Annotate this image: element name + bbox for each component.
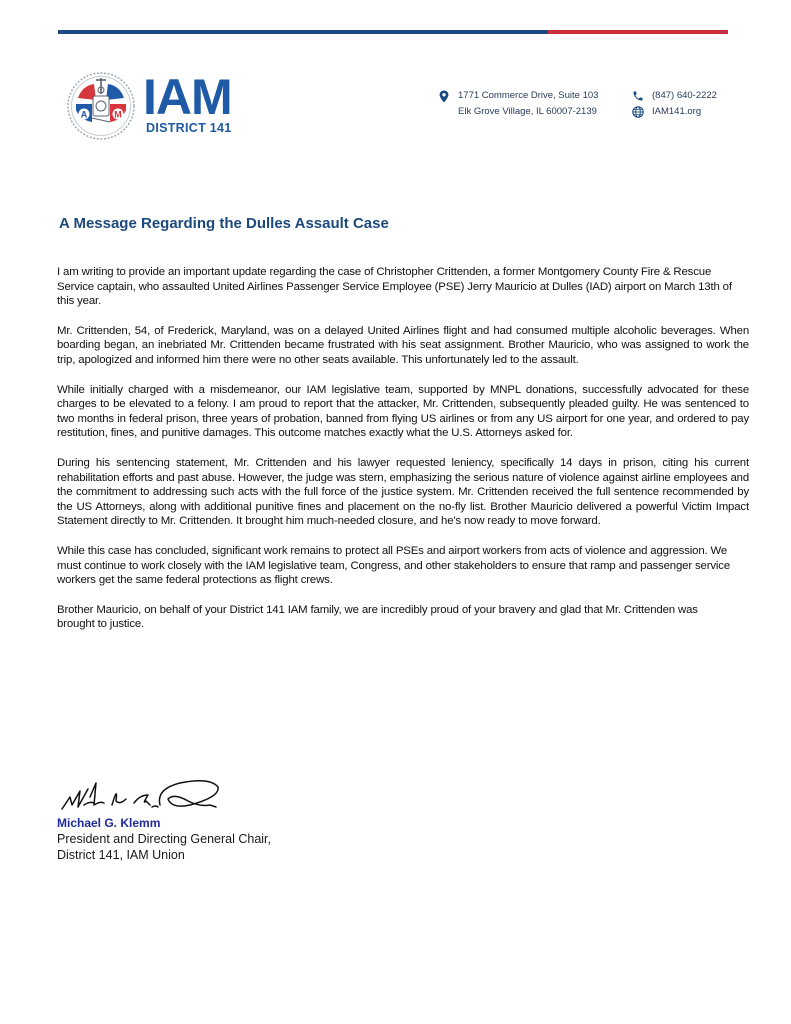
contact-phone-web	[631, 88, 717, 120]
document-title: A Message Regarding the Dulles Assault Case	[59, 215, 389, 232]
wordmark-district: DISTRICT 141	[146, 121, 232, 135]
signer-title-line-1: President and Directing General Chair,	[57, 832, 272, 846]
handwritten-signature	[60, 775, 230, 820]
wordmark-iam: IAM	[143, 69, 232, 125]
paragraph-ongoing-work: While this case has concluded, significant work remains to protect all PSEs and airport workers from acts of violence and aggression. We must continue to work closely with the IAM legislative team, Congress, and other stakeholders to ensure that ramp and passenger service workers get the same federal protections as flight crews.	[57, 544, 731, 587]
map-pin-icon	[437, 89, 451, 103]
contact-address	[437, 88, 598, 120]
signer-name: Michael G. Klemm	[57, 816, 161, 830]
address-line-2: Elk Grove Village, IL 60007-2139	[458, 106, 597, 117]
website-link[interactable]: IAM141.org	[652, 106, 702, 117]
gear-seal-icon	[62, 70, 140, 142]
iam-wordmark	[143, 69, 253, 135]
paragraph-closing: Brother Mauricio, on behalf of your District 141 IAM family, we are incredibly proud of your bravery and glad that Mr. Crittenden was brought to justice.	[57, 603, 698, 631]
seal-letter-m: M	[114, 109, 122, 120]
phone-number[interactable]: (847) 640-2222	[652, 90, 717, 101]
paragraph-incident: Mr. Crittenden, 54, of Frederick, Maryland, was on a delayed United Airlines flight and had consumed multiple alcoholic beverages. When boarding began, an inebriated Mr. Crittenden became frustrated with his seat assignment. Brother Mauricio, who was assigned to work the trip, apologized and informed him there were no other seats available. This unfortunately led to the assault.	[57, 324, 749, 366]
header-rule-blue	[58, 30, 548, 34]
paragraph-intro: I am writing to provide an important update regarding the case of Christopher Crittenden, a former Montgomery County Fire & Rescue Service captain, who assaulted United Airlines Passenger Service Employee (PSE) Jerry Mauricio at Dulles (IAD) airport on March 13th of this year.	[57, 266, 732, 308]
header-rule	[58, 30, 728, 34]
header-rule-red	[548, 30, 728, 34]
paragraph-charges: While initially charged with a misdemeanor, our IAM legislative team, supported by MNPL donations, successfully advocated for these charges to be elevated to a felony. I am proud to report that the attacker, Mr. Crittenden, subsequently pleaded guilty. He was sentenced to two months in federal prison, three years of probation, banned from flying US airlines or from any US airport for one year, and ordered to pay restitution, fines, and punitive damages. This outcome matches exactly what the U.S. Attorneys asked for.	[57, 383, 749, 440]
signer-title-line-2: District 141, IAM Union	[57, 848, 185, 862]
letter-body	[57, 265, 749, 647]
phone-icon	[631, 89, 645, 103]
globe-icon	[631, 105, 645, 119]
seal-letter-a: A	[80, 109, 88, 120]
iam-seal-logo	[62, 70, 140, 142]
address-line-1: 1771 Commerce Drive, Suite 103	[458, 90, 599, 101]
signer-block	[57, 815, 271, 863]
paragraph-sentencing: During his sentencing statement, Mr. Crittenden and his lawyer requested leniency, specifically 14 days in prison, citing his current rehabilitation efforts and past abuse. However, the judge was stern, emphasizing the serious nature of violence against airline employees and the commitment to addressing such acts with the full force of the justice system. Mr. Crittenden received the full sentence recommended by the US Attorneys, along with additional punitive fines and placement on the no-fly list. Brother Mauricio delivered a powerful Victim Impact Statement directly to Mr. Crittenden. It brought him much-needed closure, and he's now ready to move forward.	[57, 456, 749, 528]
